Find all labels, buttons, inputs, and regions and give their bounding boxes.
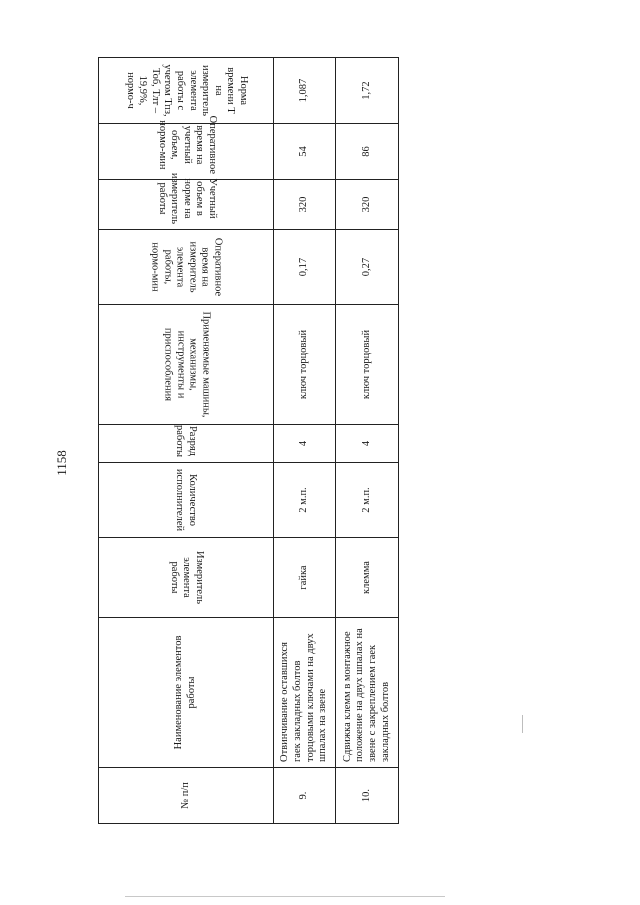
header-workers: Количество исполнителей bbox=[99, 463, 274, 538]
row-num: 9. bbox=[274, 768, 336, 824]
row-op-time-volume: 86 bbox=[336, 124, 399, 180]
header-norm: Норма времени Т на измеритель элемента работы с учетом Тпз, Тоб, Тлт – 19,9%, нормо-ч bbox=[99, 58, 274, 124]
row-op-time: 0,27 bbox=[336, 230, 399, 305]
row-tools: ключ торцовый bbox=[274, 305, 336, 425]
row-norm: 1,087 bbox=[274, 58, 336, 124]
row-op-time: 0,17 bbox=[274, 230, 336, 305]
header-row bbox=[99, 58, 274, 824]
scan-speck bbox=[522, 715, 523, 733]
header-tools: Применяемые машины, механизмы, инструменты и приспособления bbox=[99, 305, 274, 425]
rotated-table-container bbox=[98, 64, 398, 824]
header-op-time-volume: Оперативное время на учетный объем, нормо-мин bbox=[99, 124, 274, 180]
row-op-time-volume: 54 bbox=[274, 124, 336, 180]
header-grade: Разряд работы bbox=[99, 425, 274, 463]
table-row bbox=[274, 58, 336, 824]
header-volume: Учетный объем в норме на измеритель работы bbox=[99, 180, 274, 230]
row-num: 10. bbox=[336, 768, 399, 824]
row-workers: 2 м.п. bbox=[336, 463, 399, 538]
row-meter: гайка bbox=[274, 538, 336, 618]
norm-table bbox=[98, 57, 399, 824]
row-name: Сдвижка клемм в монтажное положение на двух шпалах на звене с закреплением гаек закладных болтов bbox=[336, 618, 399, 768]
header-num: № п/п bbox=[99, 768, 274, 824]
scan-artifact-line bbox=[125, 896, 445, 897]
table-row bbox=[336, 58, 399, 824]
row-norm: 1,72 bbox=[336, 58, 399, 124]
row-tools: ключ торцовый bbox=[336, 305, 399, 425]
row-name: Отвинчивание оставшихся гаек закладных болтов торцовыми ключами на двух шпалах на звене bbox=[274, 618, 336, 768]
header-name: Наименование элементов работы bbox=[99, 618, 274, 768]
row-grade: 4 bbox=[336, 425, 399, 463]
header-op-time: Оперативное время на измеритель элемента работы, нормо-мин bbox=[99, 230, 274, 305]
header-meter: Измеритель элемента работы bbox=[99, 538, 274, 618]
row-meter: клемма bbox=[336, 538, 399, 618]
row-workers: 2 м.п. bbox=[274, 463, 336, 538]
page-number: 1158 bbox=[54, 450, 69, 476]
row-volume: 320 bbox=[336, 180, 399, 230]
row-volume: 320 bbox=[274, 180, 336, 230]
row-grade: 4 bbox=[274, 425, 336, 463]
